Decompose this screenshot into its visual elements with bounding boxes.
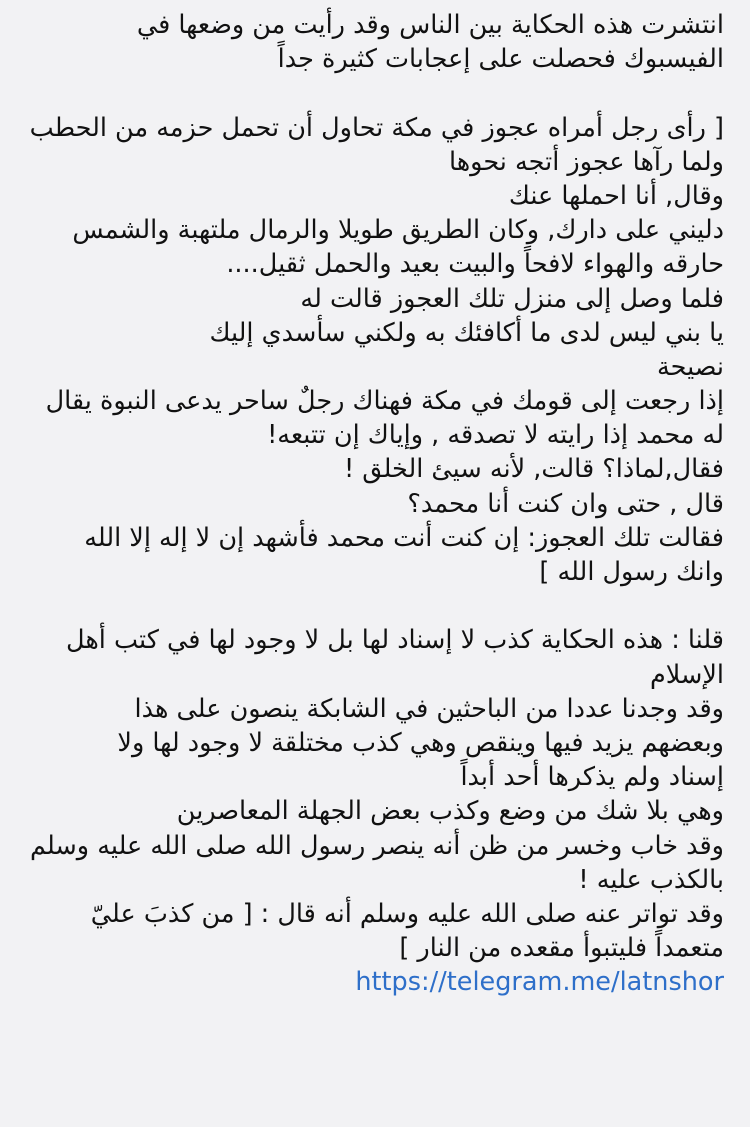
message-line: متعمداً فليتبوأ مقعده من النار ] (399, 933, 724, 964)
message-line: قال , حتى وان كنت أنا محمد؟ (407, 488, 724, 519)
message-line: فلما وصل إلى منزل تلك العجوز قالت له (300, 283, 724, 314)
message-line: حارقه والهواء لافحاً والبيت بعيد والحمل ثقيل.... (226, 249, 724, 280)
message-line: وبعضهم يزيد فيها وينقص وهي كذب مختلقة لا وجود لها ولا (117, 727, 724, 758)
message-line: الفيسبوك فحصلت على إعجابات كثيرة جداً (277, 44, 724, 75)
message-line: انتشرت هذه الحكاية بين الناس وقد رأيت من وضعها في (136, 10, 724, 40)
message-line: وهي بلا شك من وضع وكذب بعض الجهلة المعاصرين (176, 796, 724, 827)
blank-line (22, 76, 724, 110)
message-line: له محمد إذا رايته لا تصدقه , وإياك إن تتبعه! (267, 420, 724, 451)
message-line: الإسلام (650, 659, 724, 690)
message-line: وقد خاب وخسر من ظن أنه ينصر رسول الله صلى الله عليه وسلم (30, 830, 724, 861)
blank-line (22, 589, 724, 623)
message-line: فقالت تلك العجوز: إن كنت أنت محمد فأشهد إن لا إله إلا الله (84, 522, 724, 553)
message-line: قلنا : هذه الحكاية كذب لا إسناد لها بل لا وجود لها في كتب أهل (66, 625, 724, 656)
message-text (22, 8, 724, 965)
message-line: وانك رسول الله ] (539, 557, 724, 587)
message-line: يا بني ليس لدى ما أكافئك به ولكني سأسدي إليك (209, 317, 724, 348)
message-line: إذا رجعت إلى قومك في مكة فهناك رجلٌ ساحر يدعى النبوة يقال (45, 386, 724, 417)
message-line: دليني على دارك, وكان الطريق طويلا والرمال ملتهبة والشمس (72, 215, 724, 246)
message-line: نصيحة (656, 351, 724, 382)
telegram-link[interactable]: https://telegram.me/latnshor (355, 967, 724, 998)
message-line: وقد وجدنا عددا من الباحثين في الشابكة ينصون على هذا (134, 693, 724, 724)
message-line: بالكذب عليه ! (578, 864, 724, 895)
message-line: فقال,لماذا؟ قالت, لأنه سيئ الخلق ! (343, 454, 724, 485)
message-line: وقال, أنا احملها عنك (508, 180, 724, 211)
message-line: وقد تواتر عنه صلى الله عليه وسلم أنه قال : [ من كذبَ عليّ (90, 898, 724, 929)
message-line: إسناد ولم يذكرها أحد أبداً (460, 762, 724, 793)
message-line: ولما رآها عجوز أتجه نحوها (448, 146, 724, 177)
message-line: [ رأى رجل أمراه عجوز في مكة تحاول أن تحمل حزمه من الحطب (29, 112, 724, 143)
